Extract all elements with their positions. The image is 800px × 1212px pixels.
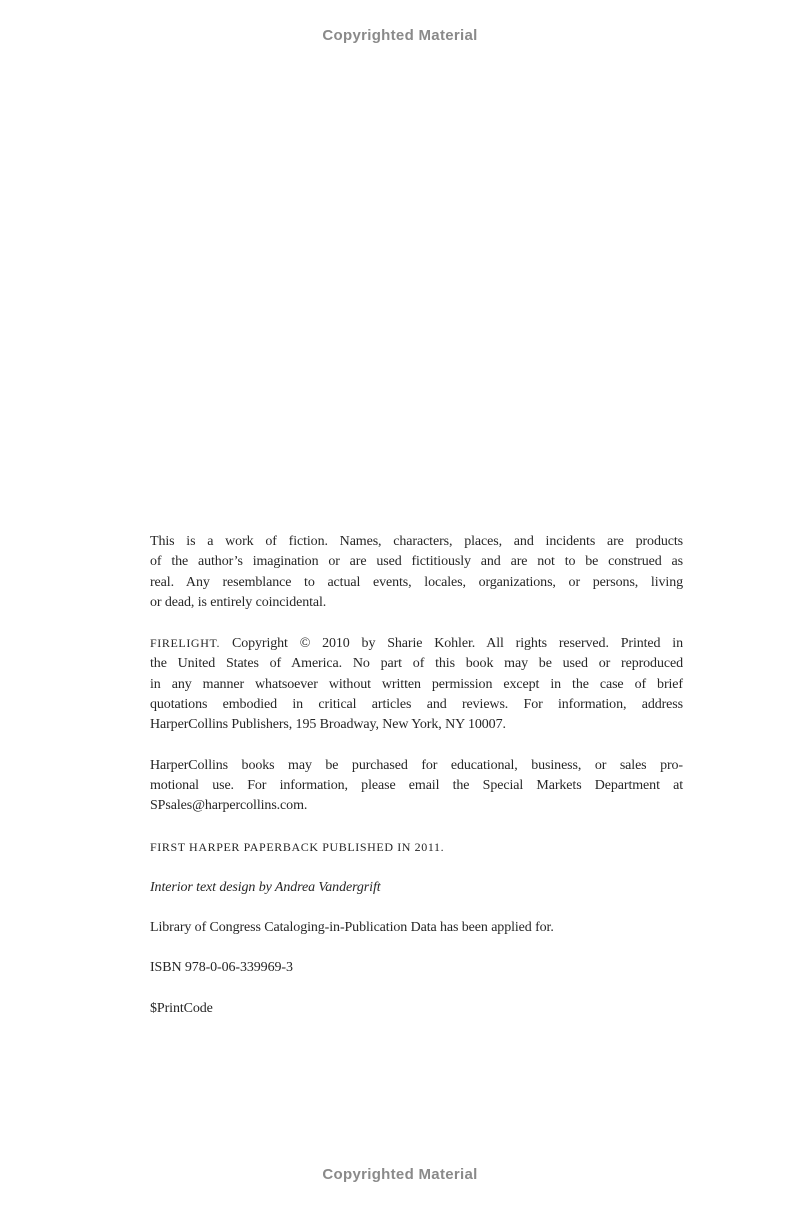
text-line — [150, 654, 683, 674]
text-segment-normal: HarperCollins books may be purchased for educational, business, or sales pro- — [150, 757, 683, 773]
text-line — [150, 796, 683, 816]
text-line — [150, 918, 683, 938]
isbn — [150, 958, 683, 978]
text-line — [150, 695, 683, 715]
text-line — [150, 715, 683, 735]
text-line — [150, 633, 683, 654]
text-line — [150, 878, 683, 898]
copyright-page-text — [150, 532, 683, 1039]
text-segment-normal: HarperCollins Publishers, 195 Broadway, New York, NY 10007. — [150, 717, 506, 733]
library-of-congress — [150, 918, 683, 938]
text-segment-normal: real. Any resemblance to actual events, locales, organizations, or persons, living — [150, 574, 683, 590]
text-segment-normal: ISBN 978-0-06-339969-3 — [150, 960, 293, 976]
sales-info — [150, 756, 683, 817]
text-segment-normal: or dead, is entirely coincidental. — [150, 594, 327, 610]
design-credit — [150, 878, 683, 898]
text-line — [150, 675, 683, 695]
copyrighted-material-watermark-top: Copyrighted Material — [322, 27, 478, 44]
text-segment-normal: quotations embodied in critical articles and reviews. For information, address — [150, 697, 683, 713]
text-line — [150, 776, 683, 796]
text-line — [150, 756, 683, 776]
fiction-disclaimer — [150, 532, 683, 613]
text-segment-normal: SPsales@harpercollins.com. — [150, 798, 308, 814]
paperback-edition — [150, 837, 683, 858]
text-segment-smallcaps: FIRST HARPER PAPERBACK PUBLISHED IN 2011. — [150, 839, 445, 854]
copyrighted-material-watermark-bottom: Copyrighted Material — [322, 1166, 478, 1183]
text-segment-normal: motional use. For information, please email the Special Markets Department at — [150, 777, 683, 793]
text-segment-normal: in any manner whatsoever without written permission except in the case of brief — [150, 676, 683, 692]
text-segment-normal: This is a work of fiction. Names, characters, places, and incidents are products — [150, 534, 683, 549]
text-line — [150, 552, 683, 572]
text-segment-normal: Copyright © 2010 by Sharie Kohler. All rights reserved. Printed in — [220, 636, 683, 652]
copyright-notice — [150, 633, 683, 735]
text-line — [150, 532, 683, 552]
text-line — [150, 573, 683, 593]
text-segment-normal: the United States of America. No part of this book may be used or reproduced — [150, 656, 683, 672]
text-segment-italic: Interior text design by Andrea Vandergrift — [150, 879, 381, 895]
text-line — [150, 837, 683, 858]
text-segment-normal: Library of Congress Cataloging-in-Publication Data has been applied for. — [150, 920, 554, 936]
text-segment-normal: $PrintCode — [150, 1000, 213, 1016]
print-code — [150, 999, 683, 1019]
text-line — [150, 958, 683, 978]
text-segment-normal: of the author’s imagination or are used fictitiously and are not to be construed as — [150, 554, 683, 570]
text-line — [150, 593, 683, 613]
text-line — [150, 999, 683, 1019]
text-segment-smallcaps: FIRELIGHT. — [150, 636, 221, 651]
